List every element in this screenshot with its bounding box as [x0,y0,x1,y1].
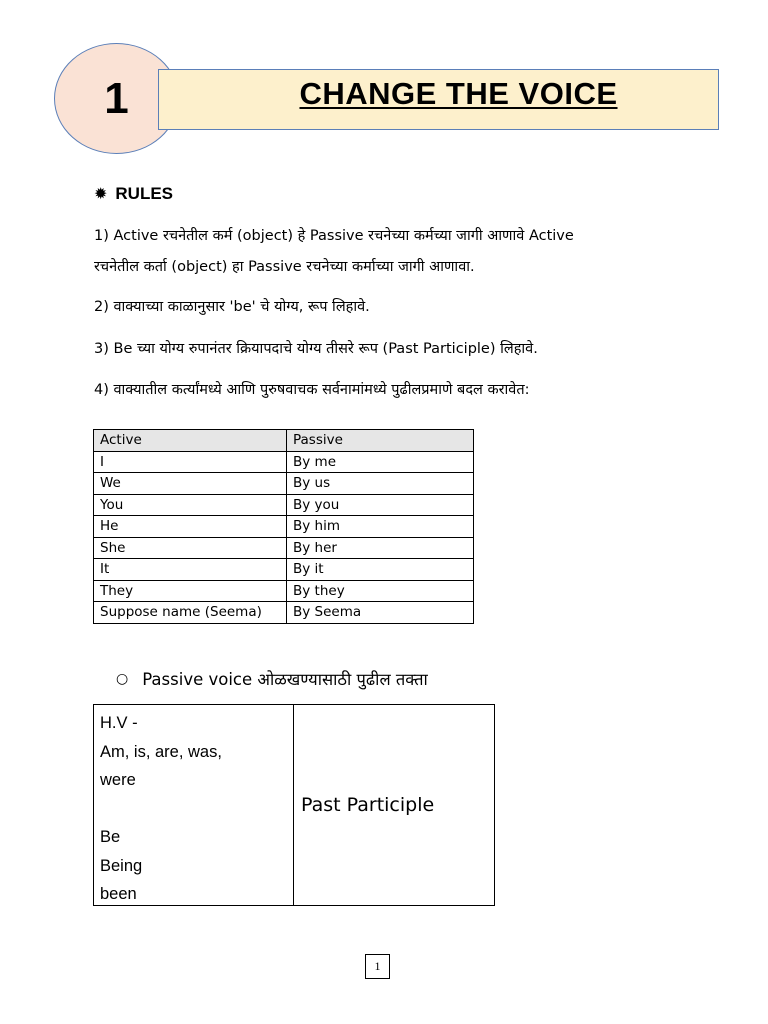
title-banner [158,69,719,130]
rule-1-line-2: रचनेतील कर्ता (object) हा Passive रचनेच्या कर्माच्या जागी आणावा. [94,259,475,275]
circle-bullet-icon: ○ [116,670,129,687]
past-participle-label: Past Participle [301,794,435,816]
column-header-passive: Passive [287,430,474,452]
table-row [94,473,474,495]
active-cell: It [94,559,287,581]
table-row [94,580,474,602]
table-row [94,516,474,538]
active-cell: I [94,451,287,473]
table-header-row [94,430,474,452]
table-row [94,451,474,473]
past-participle-cell [294,705,494,905]
active-cell: Suppose name (Seema) [94,602,287,624]
active-cell: They [94,580,287,602]
column-header-active: Active [94,430,287,452]
hv-line: Be [100,828,121,846]
page-title: CHANGE THE VOICE [299,76,618,111]
passive-cell: By you [287,494,474,516]
table-row [94,494,474,516]
active-cell: You [94,494,287,516]
hv-line: H.V - [100,714,138,732]
star-bullet-icon: ✹ [94,186,108,203]
hv-line: Being [100,856,143,875]
passive-intro-text: Passive voice ओळखण्यासाठी पुढील तक्ता [142,670,428,689]
rule-1-line-1: 1) Active रचनेतील कर्म (object) हे Passive रचनेच्या कर्मच्या जागी आणावे Active [94,228,574,244]
table-row [94,537,474,559]
rules-heading-label: RULES [115,184,174,203]
passive-cell: By Seema [287,602,474,624]
rule-2: 2) वाक्याच्या काळानुसार 'be' चे योग्य, रूप लिहावे. [94,299,370,315]
page-number: 1 [365,954,390,979]
rule-4: 4) वाक्यातील कर्त्यांमध्ये आणि पुरुषवाचक सर्वनामांमध्ये पुढीलप्रमाणे बदल करावेत: [94,382,530,398]
passive-intro [116,667,428,690]
hv-line: been [100,885,137,903]
hv-line: Am, is, are, was, [100,742,222,761]
hv-line: were [100,771,136,789]
table-row [94,559,474,581]
active-cell: We [94,473,287,495]
rules-heading [94,184,173,204]
active-cell: She [94,537,287,559]
passive-cell: By him [287,516,474,538]
chapter-number: 1 [104,73,129,123]
passive-cell: By they [287,580,474,602]
rule-3: 3) Be च्या योग्य रुपानंतर क्रियापदाचे योग्य तीसरे रूप (Past Participle) लिहावे. [94,341,538,357]
passive-cell: By me [287,451,474,473]
helping-verbs-cell [94,705,294,905]
passive-cell: By it [287,559,474,581]
pronoun-table [93,429,474,624]
active-cell: He [94,516,287,538]
passive-cell: By us [287,473,474,495]
table-row [94,602,474,624]
helping-verb-table [93,704,495,906]
passive-cell: By her [287,537,474,559]
hv-line [100,795,287,824]
